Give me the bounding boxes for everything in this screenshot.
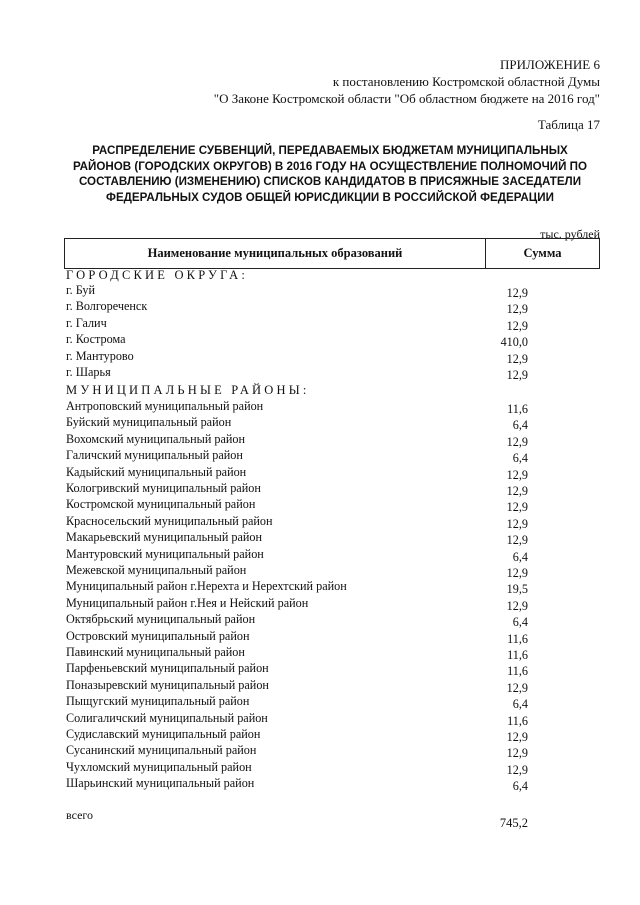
row-name: Муниципальный район г.Нерехта и Нерехтский район (66, 579, 347, 594)
row-value: 12,9 (506, 286, 528, 300)
row-name: Солигаличский муниципальный район (66, 710, 268, 725)
table-row (66, 760, 528, 776)
row-name: Буйский муниципальный район (66, 415, 232, 430)
row-value: 12,9 (506, 746, 528, 761)
table-row (66, 465, 528, 481)
row-value: 11,6 (507, 648, 528, 662)
row-name: Костромской муниципальный район (66, 497, 256, 512)
row-value: 11,6 (507, 402, 528, 416)
table-row (66, 365, 528, 381)
row-name: г. Волгореченск (66, 299, 148, 314)
total-label: всего (66, 808, 94, 822)
table-row (66, 448, 528, 464)
table-row (66, 711, 528, 727)
section-title-cities: ГОРОДСКИЕ ОКРУГА: (66, 268, 249, 282)
column-header-sum: Сумма (523, 246, 562, 260)
row-name: Вохомский муниципальный район (66, 431, 246, 446)
table-row (66, 316, 528, 332)
table-row (66, 743, 528, 759)
table-row (66, 629, 528, 645)
row-name: Павинский муниципальный район (66, 645, 245, 659)
table-row (66, 514, 528, 530)
row-name: Красносельский муниципальный район (66, 513, 273, 528)
row-value: 12,9 (506, 730, 528, 744)
row-value: 12,9 (506, 368, 528, 382)
row-name: Судиславский муниципальный район (66, 727, 261, 741)
appendix-law-line: "О Законе Костромской области "Об областном бюджете на 2016 год" (213, 91, 600, 106)
row-name: Сусанинский муниципальный район (66, 743, 257, 758)
table-row (66, 432, 528, 448)
row-name: Кадыйский муниципальный район (66, 464, 247, 479)
row-value: 19,5 (506, 582, 528, 597)
row-name: Мантуровский муниципальный район (66, 546, 264, 561)
row-value: 12,9 (506, 467, 528, 482)
row-value: 12,9 (506, 500, 528, 515)
section-title-districts: МУНИЦИПАЛЬНЫЕ РАЙОНЫ: (66, 383, 310, 397)
row-value: 12,9 (506, 318, 528, 333)
table-row (66, 563, 528, 579)
row-value: 12,9 (506, 680, 528, 695)
table-row (66, 415, 528, 431)
row-value: 12,9 (506, 434, 528, 449)
table-row (66, 332, 528, 348)
title-line-4: ФЕДЕРАЛЬНЫХ СУДОВ ОБЩЕЙ ЮРИСДИКЦИИ В РОССИЙСКОЙ ФЕДЕРАЦИИ (106, 190, 554, 204)
row-name: г. Галич (66, 315, 107, 330)
row-value: 12,9 (506, 533, 528, 548)
column-header-name: Наименование муниципальных образований (65, 239, 486, 268)
table-row (66, 612, 528, 628)
table-header (64, 238, 600, 269)
row-name: г. Буй (66, 283, 96, 297)
row-name: Антроповский муниципальный район (66, 399, 264, 413)
row-name: Галичский муниципальный район (66, 448, 243, 463)
row-name: Октябрьский муниципальный район (66, 612, 256, 627)
table-row (66, 349, 528, 365)
table-number: Таблица 17 (537, 117, 600, 132)
row-value: 6,4 (512, 451, 528, 466)
table-row (66, 596, 528, 612)
table-row (66, 727, 528, 743)
table-row (66, 694, 528, 710)
title-line-1: РАСПРЕДЕЛЕНИЕ СУБВЕНЦИЙ, ПЕРЕДАВАЕМЫХ БЮДЖЕТАМ МУНИЦИПАЛЬНЫХ (92, 144, 568, 157)
row-value: 12,9 (506, 351, 528, 366)
table-row (66, 776, 528, 792)
document-title (60, 143, 600, 205)
table-row (66, 399, 528, 415)
row-value: 6,4 (512, 779, 528, 794)
row-value: 12,9 (506, 566, 528, 580)
row-value: 11,6 (507, 664, 528, 679)
table-row (66, 283, 528, 299)
row-name: Макарьевский муниципальный район (66, 530, 263, 545)
total-value: 745,2 (499, 816, 528, 830)
row-value: 12,9 (506, 484, 528, 498)
title-line-3: СОСТАВЛЕНИЮ (ИЗМЕНЕНИЮ) СПИСКОВ КАНДИДАТОВ В ПРИСЯЖНЫЕ ЗАСЕДАТЕЛИ (78, 175, 582, 188)
table-row (66, 645, 528, 661)
appendix-resolution-line: к постановлению Костромской областной Думы (332, 74, 600, 89)
row-value: 6,4 (512, 697, 528, 712)
row-value: 6,4 (512, 549, 528, 564)
row-name: Островский муниципальный район (66, 628, 250, 643)
table-row (66, 299, 528, 315)
row-value: 6,4 (512, 418, 528, 433)
row-name: Пыщугский муниципальный район (66, 694, 250, 709)
row-name: Поназыревский муниципальный район (66, 677, 269, 692)
row-value: 11,6 (507, 631, 528, 646)
title-line-2: РАЙОНОВ (ГОРОДСКИХ ОКРУГОВ) В 2016 ГОДУ НА ОСУЩЕСТВЛЕНИЕ ПОЛНОМОЧИЙ ПО (72, 159, 588, 173)
row-value: 12,9 (506, 598, 528, 613)
table-row (66, 547, 528, 563)
row-name: Чухломский муниципальный район (66, 759, 252, 774)
table-row (66, 661, 528, 677)
row-name: г. Мантурово (66, 348, 134, 363)
appendix-label: ПРИЛОЖЕНИЕ 6 (500, 57, 600, 72)
row-value: 12,9 (506, 762, 528, 777)
row-name: Парфеньевский муниципальный район (66, 661, 269, 676)
row-value: 12,9 (506, 516, 528, 531)
row-value: 410,0 (500, 335, 528, 350)
table-row (66, 497, 528, 513)
row-name: Шарьинский муниципальный район (66, 776, 255, 791)
row-value: 11,6 (507, 713, 528, 728)
table-row (66, 678, 528, 694)
row-name: г. Шарья (66, 365, 111, 379)
table-row (66, 579, 528, 595)
row-value: 12,9 (506, 302, 528, 317)
row-name: г. Кострома (66, 332, 126, 347)
row-name: Межевской муниципальный район (66, 563, 247, 577)
row-value: 6,4 (512, 615, 528, 630)
table-row (66, 481, 528, 497)
table-row (66, 530, 528, 546)
units-label: тыс. рублей (540, 227, 600, 241)
row-name: Муниципальный район г.Нея и Нейский район (66, 595, 309, 610)
row-name: Кологривский муниципальный район (66, 481, 261, 495)
